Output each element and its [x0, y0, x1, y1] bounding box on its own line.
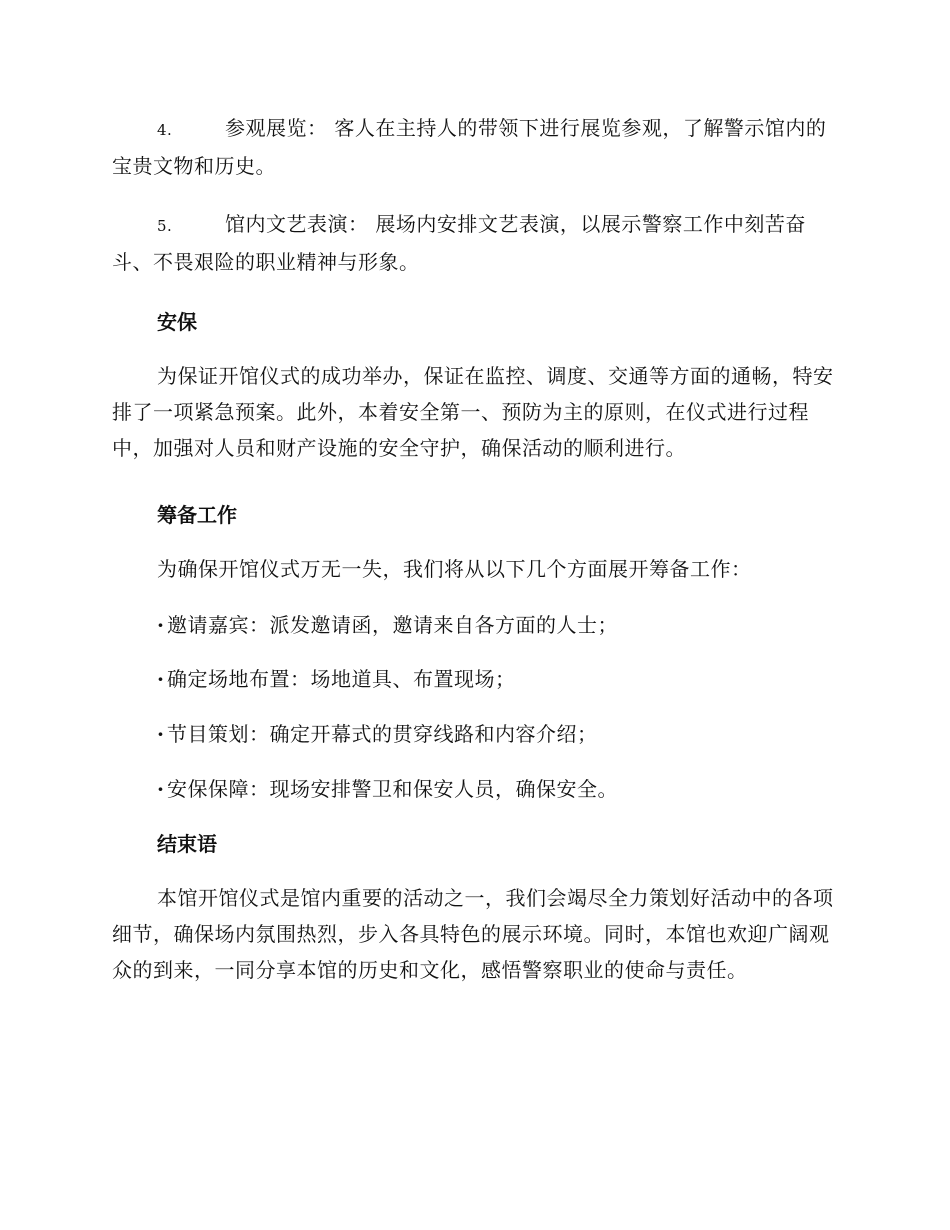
- preparation-intro: 为确保开馆仪式万无一失，我们将从以下几个方面展开筹备工作：: [157, 557, 752, 581]
- bullet-text: 确定场地布置：场地道具、布置现场；: [167, 667, 516, 691]
- bullet-icon: ·: [157, 722, 165, 746]
- item-number: 5.: [157, 217, 173, 235]
- bullet-icon: ·: [157, 613, 165, 637]
- list-item-4: [112, 110, 840, 184]
- section-heading-conclusion: 结束语: [157, 832, 217, 856]
- bullet-icon: ·: [157, 777, 165, 801]
- list-item: [157, 716, 598, 752]
- bullet-icon: ·: [157, 667, 165, 691]
- bullet-text: 邀请嘉宾：派发邀请函，邀请来自各方面的人士；: [167, 613, 618, 637]
- item-number: 4.: [157, 121, 173, 139]
- list-item: [157, 771, 618, 807]
- item-label: 馆内文艺表演：: [225, 212, 369, 236]
- item-label: 参观展览：: [225, 116, 328, 140]
- list-item-5: [112, 206, 840, 280]
- section-heading-preparation: 筹备工作: [157, 503, 237, 527]
- bullet-text: 安保保障：现场安排警卫和保安人员，确保安全。: [167, 777, 618, 801]
- item-text: 展场内安排文艺表演，以展示警察工作中刻苦奋斗、不畏艰险的职业精神与形象。: [112, 212, 806, 274]
- section-heading-security: 安保: [157, 310, 197, 334]
- conclusion-paragraph: 本馆开馆仪式是馆内重要的活动之一，我们会竭尽全力策划好活动中的各项细节，确保场内氛围热烈，步入各具特色的展示环境。同时，本馆也欢迎广阔观众的到来，一同分享本馆的历史和文化，感悟警察职业的使命与责任。: [112, 886, 834, 982]
- security-paragraph: 为保证开馆仪式的成功举办，保证在监控、调度、交通等方面的通畅，特安排了一项紧急预案。此外，本着安全第一、预防为主的原则，在仪式进行过程中，加强对人员和财产设施的安全守护，确保活动的顺利进行。: [112, 364, 834, 460]
- list-item: [157, 661, 516, 697]
- item-text: 客人在主持人的带领下进行展览参观，了解警示馆内的宝贵文物和历史。: [112, 116, 827, 178]
- bullet-text: 节目策划：确定开幕式的贯穿线路和内容介绍；: [167, 722, 598, 746]
- list-item: [157, 607, 618, 643]
